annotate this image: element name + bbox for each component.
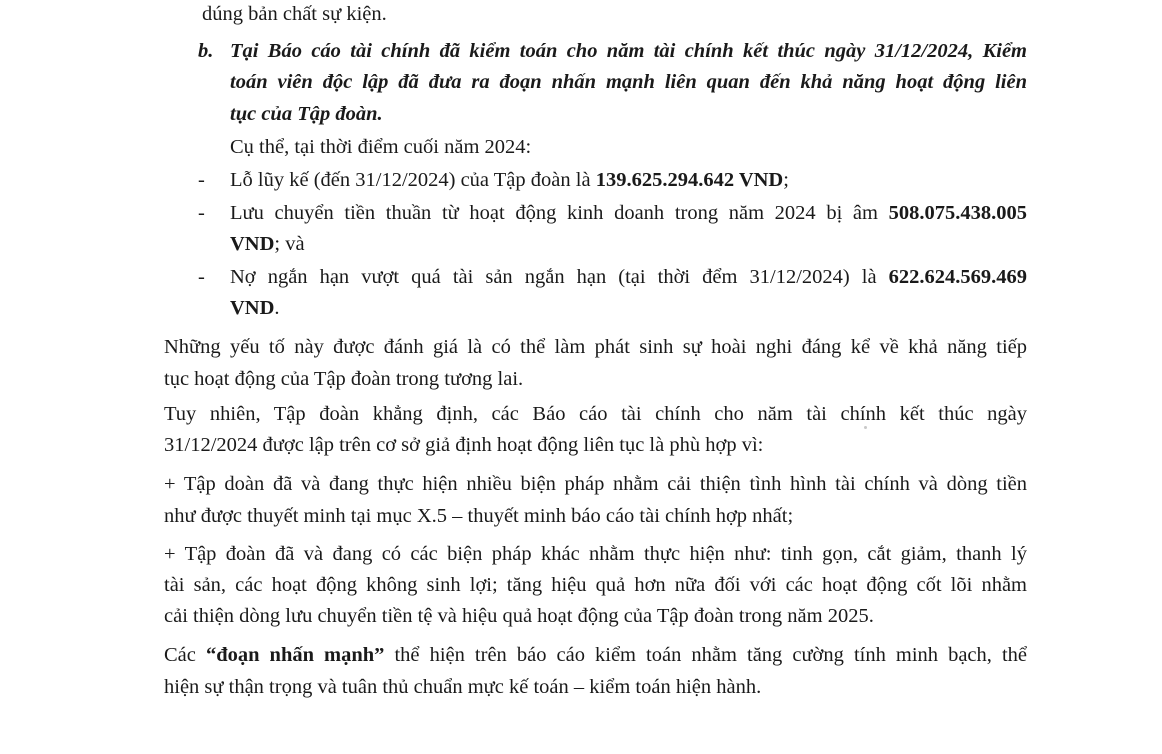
bullet-item [230,203,1027,224]
bullet-dash: - [198,266,205,288]
intro-text: Cụ thể, tại thời điểm cuối năm 2024: [230,136,532,158]
bullet-tail: . [274,297,280,319]
scan-speck [864,426,867,429]
bullet-item [230,170,789,191]
paragraph-line: 31/12/2024 được lập trên cơ sở giả định hoạt động liên tục là phù hợp vì: [164,434,764,456]
emphasis-term: “đoạn nhấn mạnh” [205,644,385,666]
bullet-text: Lưu chuyển tiền thuần từ hoạt động kinh doanh trong năm 2024 bị âm [230,202,889,224]
bullet-amount: 622.624.569.469 [888,266,1027,288]
bullet-tail: ; và [274,233,305,255]
bullet-text: Nợ ngắn hạn vượt quá tài sản ngắn hạn (tại thời đểm 31/12/2024) là [230,266,889,288]
item-marker: b. [198,40,214,62]
text-line: dúng bản chất sự kiện. [202,3,387,25]
bullet-continuation [230,234,305,255]
paragraph-line: tài sản, các hoạt động không sinh lợi; tăng hiệu quả hơn nữa đối với các hoạt động cốt lõi nhằm [164,574,1027,596]
paragraph-text: thể hiện trên báo cáo kiểm toán nhằm tăng cường tính minh bạch, thể [384,644,1028,666]
bullet-dash: - [198,202,205,224]
bullet-amount: 139.625.294.642 VND [595,169,784,191]
paragraph-line: cải thiện dòng lưu chuyển tiền tệ và hiệu quả hoạt động của Tập đoàn trong năm 2025. [164,605,874,627]
paragraph-line [164,645,1027,666]
bullet-currency: VND [230,233,275,255]
bullet-item [230,267,1027,288]
paragraph-line: tục hoạt động của Tập đoàn trong tương lai. [164,368,524,390]
item-b-heading-line-1: Tại Báo cáo tài chính đã kiểm toán cho năm tài chính kết thúc ngày 31/12/2024, Kiểm [230,40,1027,62]
paragraph-line: hiện sự thận trọng và tuân thủ chuẩn mực kế toán – kiểm toán hiện hành. [164,676,762,698]
paragraph-line: + Tập doàn đã và đang thực hiện nhiều biện pháp nhằm cải thiện tình hình tài chính và dòng tiền [164,473,1027,495]
bullet-continuation [230,298,280,319]
paragraph-line: Những yếu tố này được đánh giá là có thể làm phát sinh sự hoài nghi đáng kể về khả năng tiếp [164,336,1027,358]
paragraph-line: Tuy nhiên, Tập đoàn khẳng định, các Báo cáo tài chính cho năm tài chính kết thúc ngày [164,403,1027,425]
bullet-text: Lỗ lũy kế (đến 31/12/2024) của Tập đoàn là [230,169,596,191]
item-b-heading-line-3: tục của Tập đoàn. [230,103,383,125]
paragraph-text: Các [164,644,206,666]
paragraph-line: + Tập đoàn đã và đang có các biện pháp khác nhằm thực hiện như: tinh gọn, cắt giảm, thanh lý [164,543,1027,565]
item-b-heading-line-2: toán viên độc lập đã đưa ra đoạn nhấn mạnh liên quan đến khả năng hoạt động liên [230,71,1027,93]
bullet-dash: - [198,169,205,191]
bullet-currency: VND [230,297,275,319]
paragraph-line: như được thuyết minh tại mục X.5 – thuyết minh báo cáo tài chính hợp nhất; [164,505,794,527]
bullet-amount: 508.075.438.005 [888,202,1027,224]
bullet-tail: ; [783,169,789,191]
